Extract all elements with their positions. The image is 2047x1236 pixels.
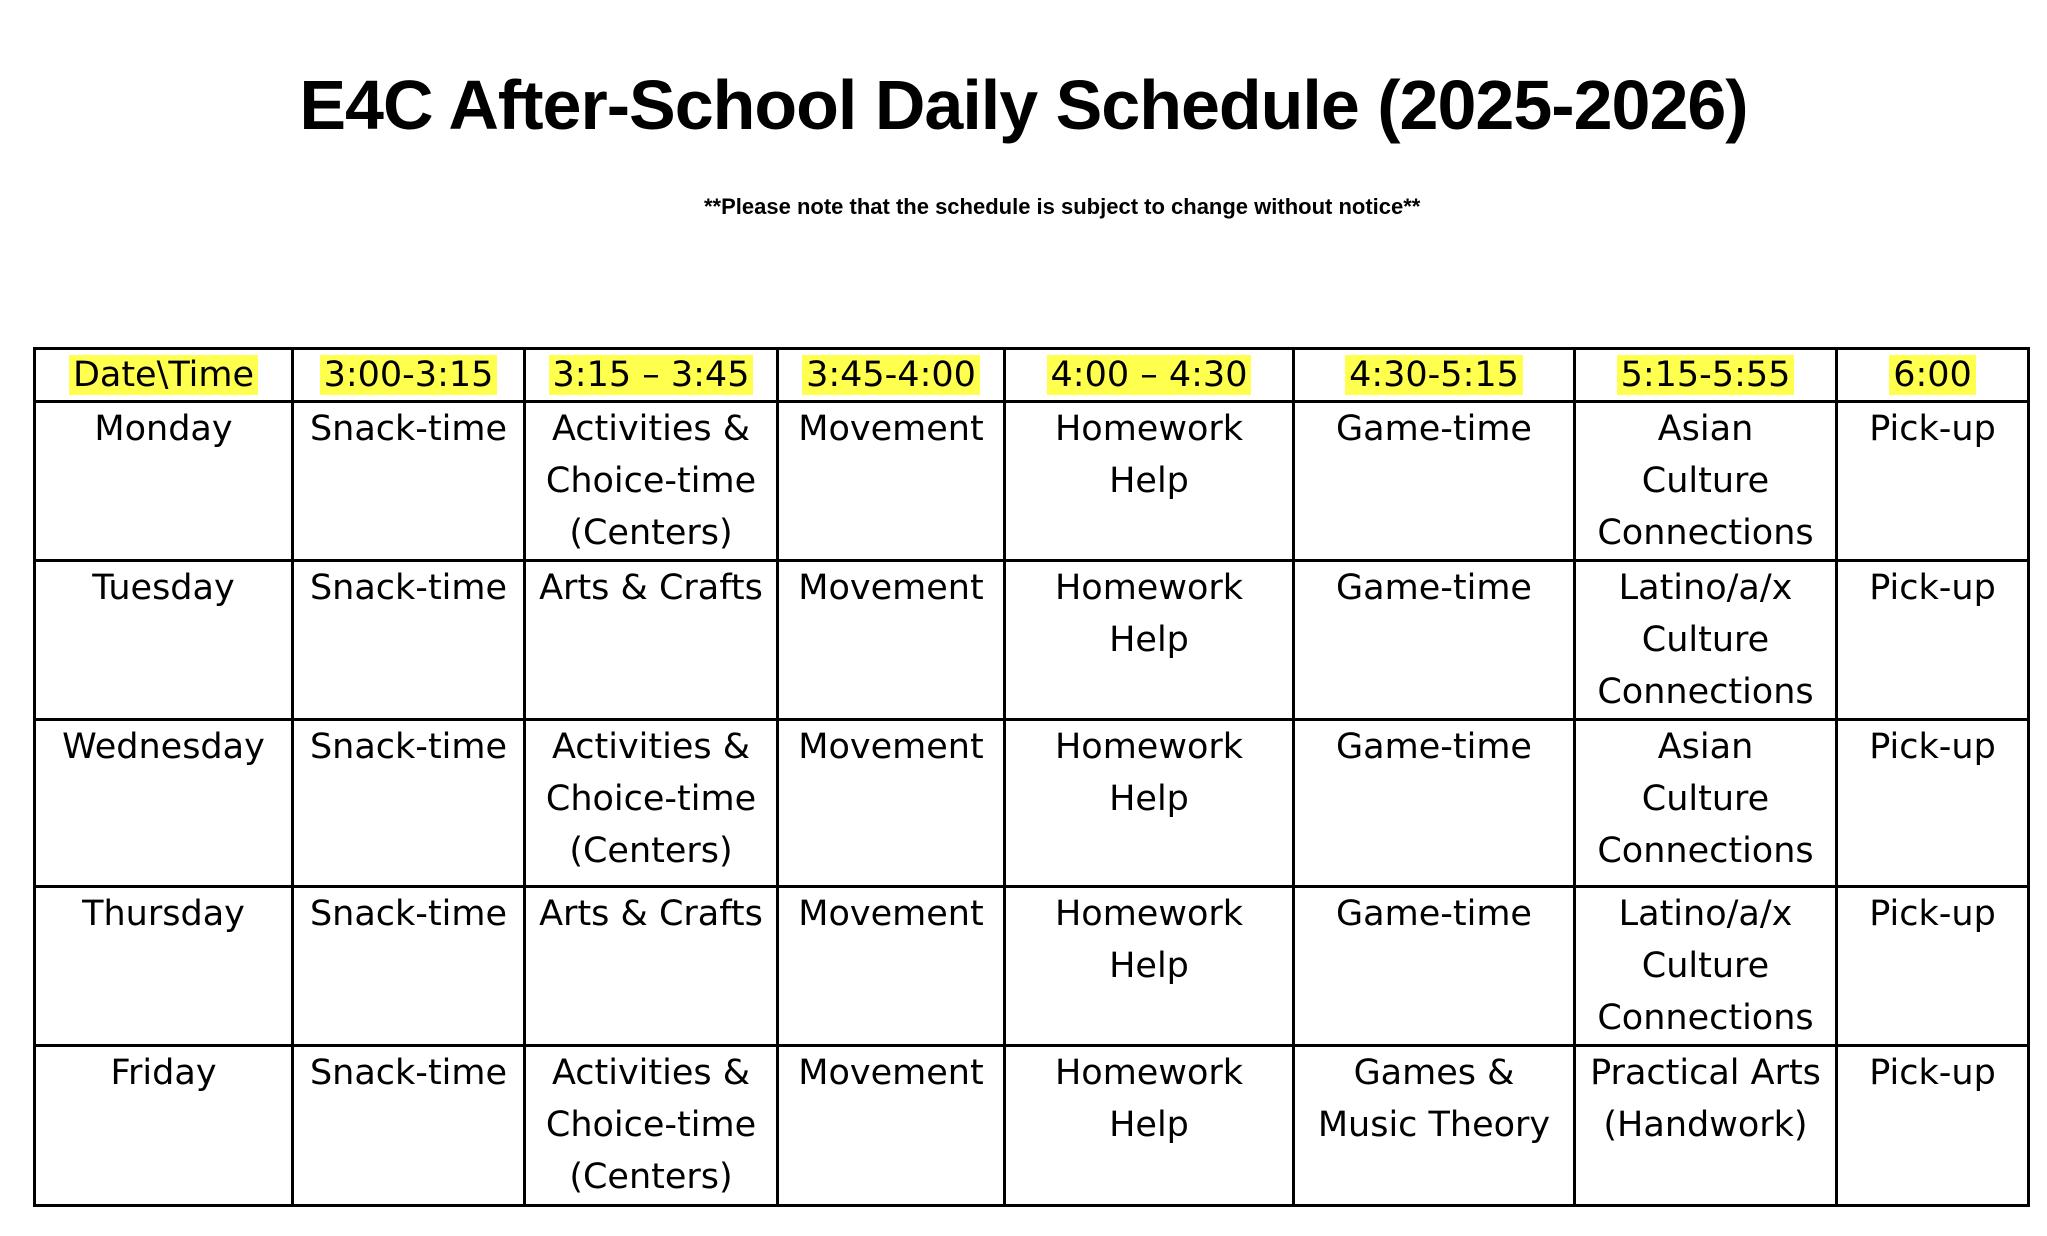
day-cell: Wednesday <box>35 720 293 887</box>
day-cell: Thursday <box>35 887 293 1046</box>
schedule-cell: Latino/a/x Culture Connections <box>1575 561 1837 720</box>
header-cell <box>1005 349 1294 402</box>
schedule-cell: Latino/a/x Culture Connections <box>1575 887 1837 1046</box>
header-cell <box>778 349 1005 402</box>
schedule-cell: Asian Culture Connections <box>1575 402 1837 561</box>
schedule-cell: Snack-time <box>293 720 525 887</box>
header-label: 4:30-5:15 <box>1345 355 1523 395</box>
header-cell <box>35 349 293 402</box>
table-row-wednesday <box>35 720 2029 887</box>
schedule-cell: Game-time <box>1294 887 1575 1046</box>
schedule-cell: Activities & Choice-time (Centers) <box>525 720 778 887</box>
header-cell <box>1837 349 2029 402</box>
schedule-cell: Homework Help <box>1005 561 1294 720</box>
schedule-cell: Movement <box>778 720 1005 887</box>
schedule-cell: Homework Help <box>1005 720 1294 887</box>
schedule-cell: Homework Help <box>1005 402 1294 561</box>
header-row <box>35 349 2029 402</box>
schedule-cell: Game-time <box>1294 561 1575 720</box>
schedule-cell: Practical Arts (Handwork) <box>1575 1046 1837 1206</box>
schedule-cell: Homework Help <box>1005 1046 1294 1206</box>
header-label: 4:00 – 4:30 <box>1047 355 1252 395</box>
schedule-cell: Activities & Choice-time (Centers) <box>525 402 778 561</box>
schedule-cell: Game-time <box>1294 402 1575 561</box>
schedule-note: **Please note that the schedule is subject to change without notice** <box>704 194 1421 219</box>
header-cell <box>1294 349 1575 402</box>
schedule-cell: Asian Culture Connections <box>1575 720 1837 887</box>
header-cell <box>1575 349 1837 402</box>
schedule-cell: Game-time <box>1294 720 1575 887</box>
schedule-cell: Pick-up <box>1837 887 2029 1046</box>
header-label: 3:00-3:15 <box>320 355 498 395</box>
schedule-cell: Snack-time <box>293 887 525 1046</box>
schedule-cell: Movement <box>778 887 1005 1046</box>
schedule-cell: Snack-time <box>293 561 525 720</box>
schedule-cell: Arts & Crafts <box>525 561 778 720</box>
header-label: 3:15 – 3:45 <box>549 355 754 395</box>
header-label: 5:15-5:55 <box>1617 355 1795 395</box>
schedule-cell: Movement <box>778 1046 1005 1206</box>
day-cell: Monday <box>35 402 293 561</box>
schedule-cell: Pick-up <box>1837 1046 2029 1206</box>
schedule-cell: Snack-time <box>293 402 525 561</box>
table-row-monday <box>35 402 2029 561</box>
schedule-cell: Homework Help <box>1005 887 1294 1046</box>
schedule-cell: Games & Music Theory <box>1294 1046 1575 1206</box>
schedule-cell: Pick-up <box>1837 561 2029 720</box>
table-row-thursday <box>35 887 2029 1046</box>
schedule-cell: Pick-up <box>1837 720 2029 887</box>
day-cell: Friday <box>35 1046 293 1206</box>
schedule-cell: Movement <box>778 402 1005 561</box>
header-label: Date\Time <box>69 355 258 395</box>
schedule-cell: Snack-time <box>293 1046 525 1206</box>
header-cell <box>525 349 778 402</box>
schedule-cell: Arts & Crafts <box>525 887 778 1046</box>
day-cell: Tuesday <box>35 561 293 720</box>
schedule-cell: Pick-up <box>1837 402 2029 561</box>
schedule-table <box>33 347 2030 1207</box>
table-row-friday <box>35 1046 2029 1206</box>
schedule-cell: Activities & Choice-time (Centers) <box>525 1046 778 1206</box>
header-cell <box>293 349 525 402</box>
header-label: 6:00 <box>1889 355 1976 395</box>
header-label: 3:45-4:00 <box>802 355 980 395</box>
table-row-tuesday <box>35 561 2029 720</box>
page-title: E4C After-School Daily Schedule (2025-2026) <box>299 66 1748 144</box>
schedule-cell: Movement <box>778 561 1005 720</box>
